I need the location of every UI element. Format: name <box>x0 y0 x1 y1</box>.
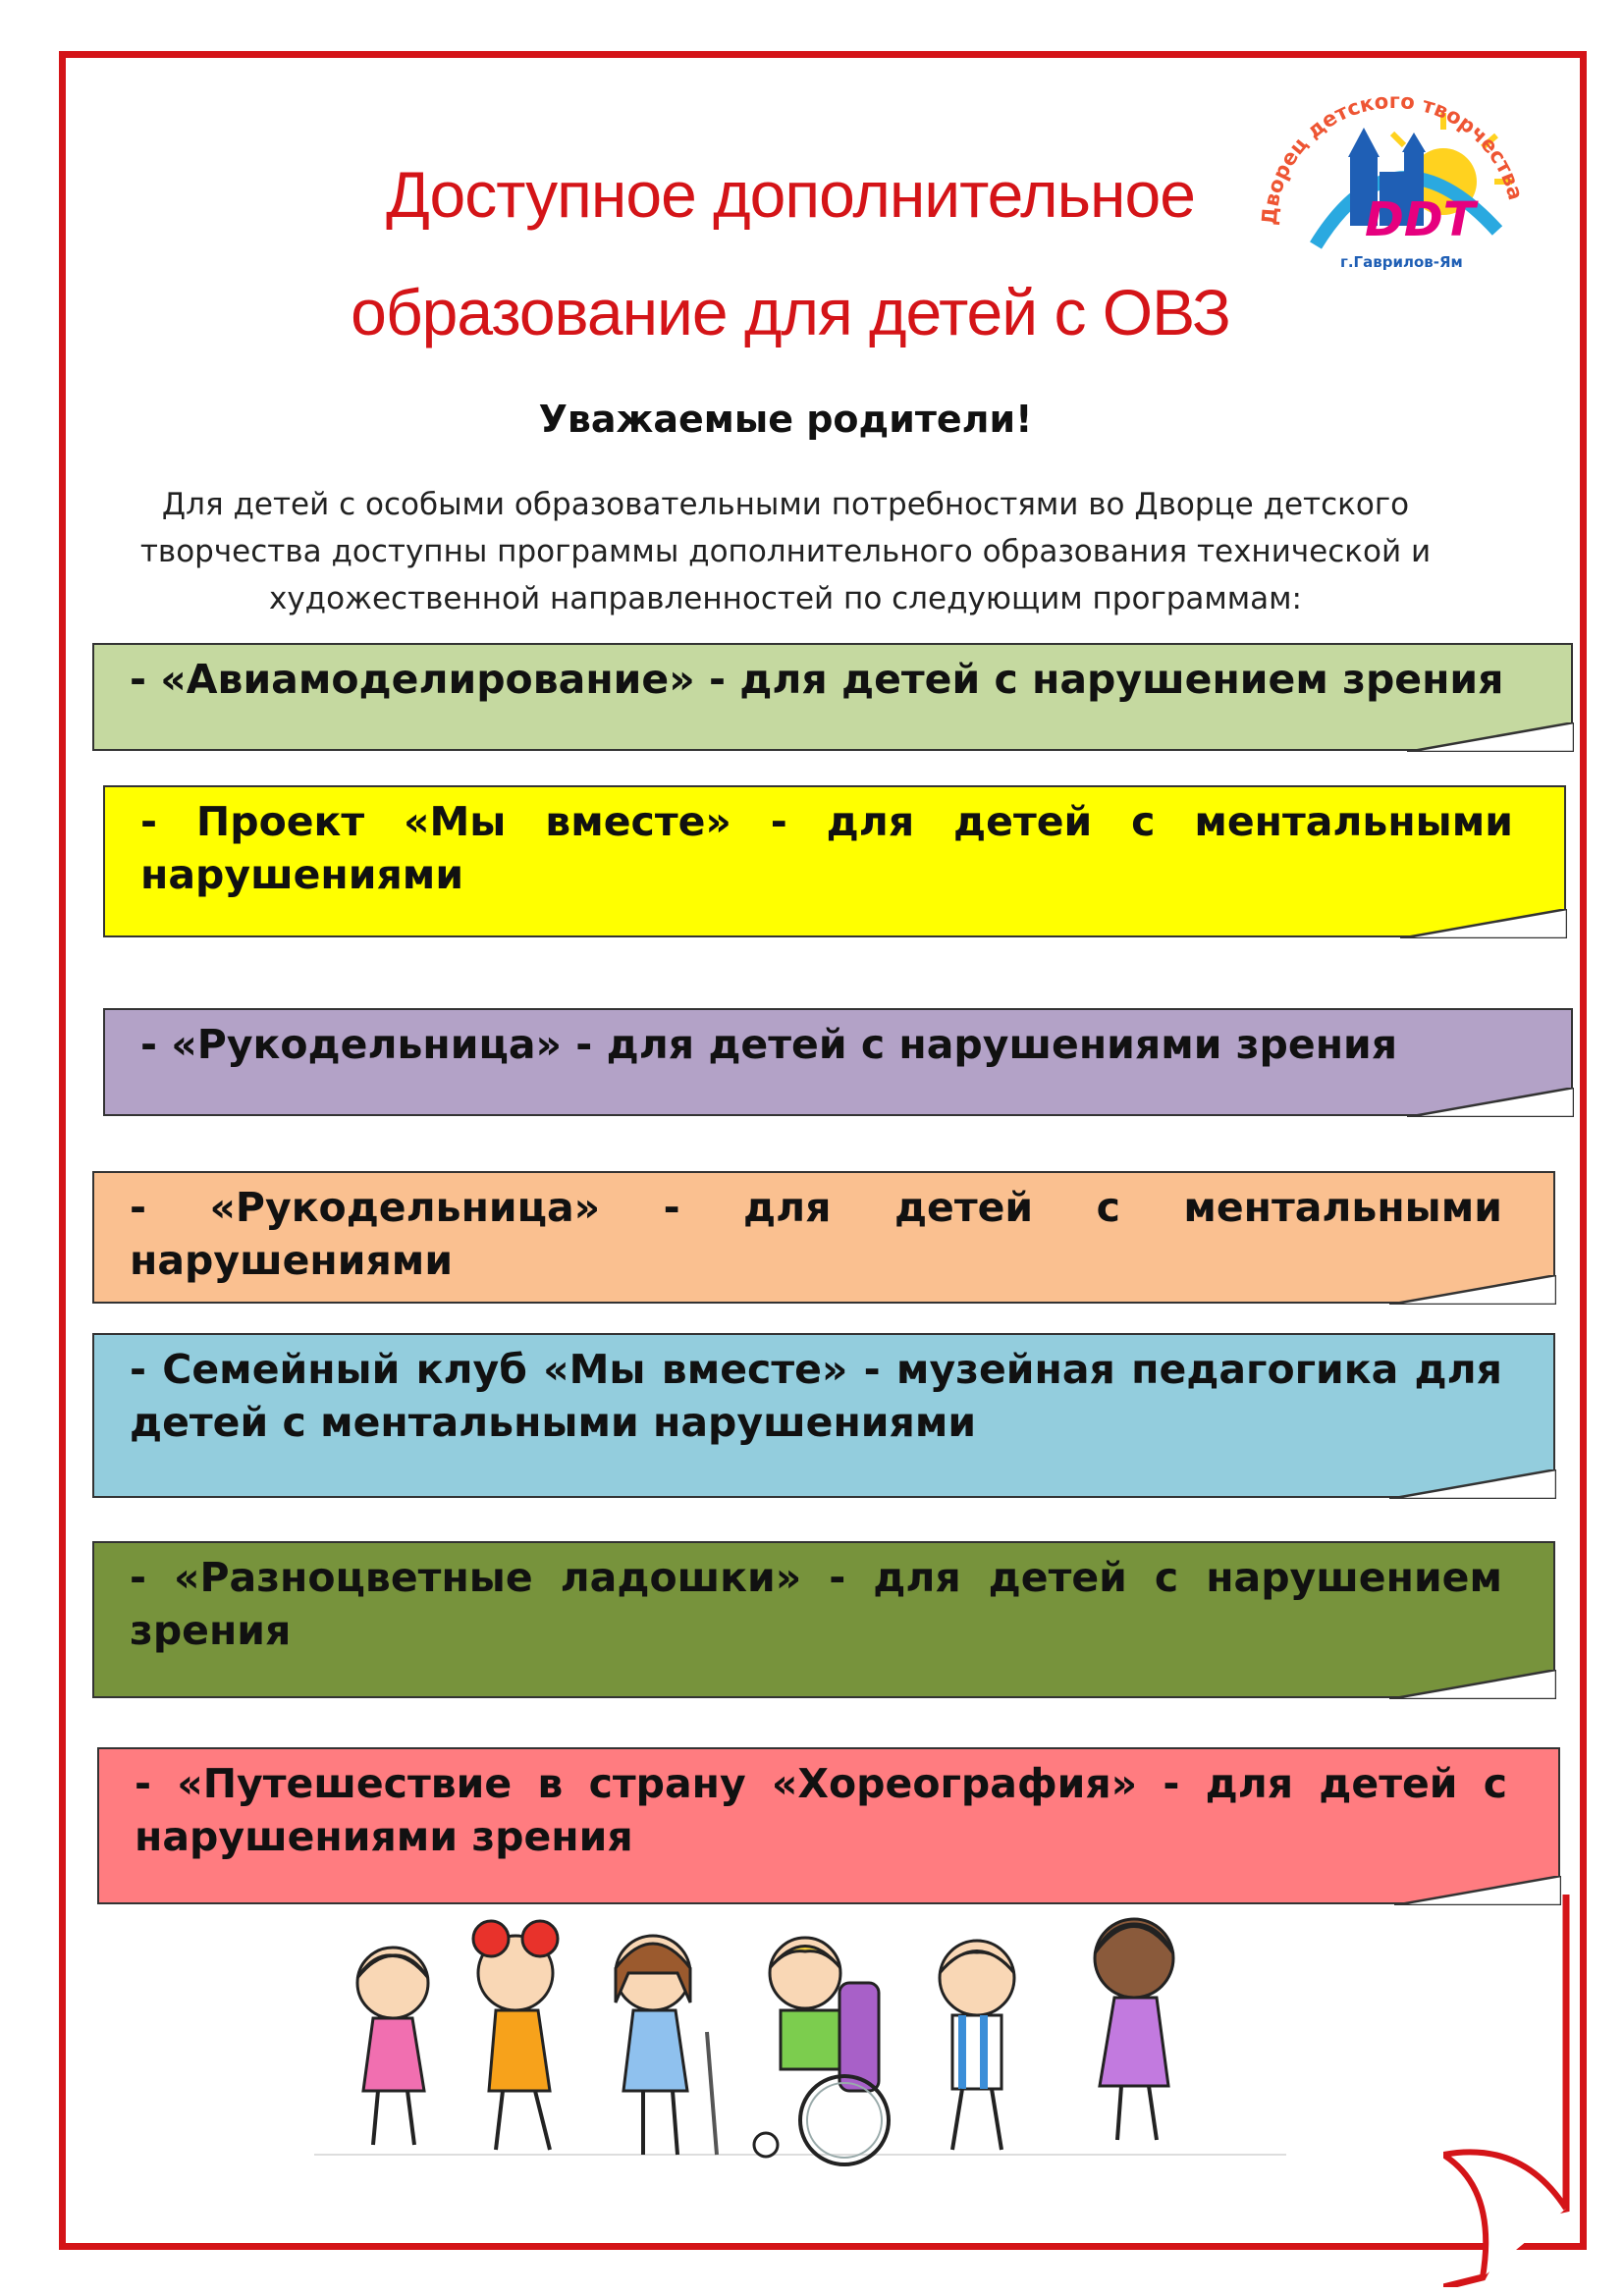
folded-corner <box>1389 1469 1556 1499</box>
folded-corner <box>1407 722 1574 752</box>
child-figure <box>1095 1919 1173 2140</box>
program-box-choreography <box>97 1747 1560 1904</box>
folded-corner <box>1389 1275 1556 1305</box>
program-text: - «Рукодельница» - для детей с ментальными нарушениями <box>130 1184 1502 1284</box>
program-text: - «Авиамоделирование» - для детей с нарушением зрения <box>130 656 1504 703</box>
program-text: - Семейный клуб «Мы вместе» - музейная педагогика для детей с ментальными нарушениями <box>130 1346 1502 1446</box>
program-box-raznotsvetnye-ladoshki <box>92 1541 1555 1698</box>
program-text: - «Разноцветные ладошки» - для детей с нарушением зрения <box>130 1554 1502 1654</box>
program-text: - «Рукодельница» - для детей с нарушениями зрения <box>140 1021 1398 1068</box>
program-box-rukodelnitsa-vision <box>103 1008 1573 1116</box>
logo-mark: DDT <box>1365 192 1476 247</box>
program-box-family-club <box>92 1333 1555 1498</box>
child-figure <box>616 1936 717 2155</box>
program-box-rukodelnitsa-mental <box>92 1171 1555 1304</box>
page-curl <box>1443 1895 1581 2287</box>
folded-corner <box>1400 909 1567 938</box>
intro-paragraph: Для детей с особыми образовательными потребностями во Дворце детского творчества доступны программы дополнительного образования технической и художественной направленностей по следующим программам: <box>139 487 1432 616</box>
child-figure <box>473 1921 558 2150</box>
child-figure <box>357 1948 428 2145</box>
folded-corner <box>1407 1088 1574 1117</box>
child-figure <box>940 1941 1014 2150</box>
program-box-aviamodeling <box>92 643 1573 751</box>
logo-arc-text: Дворец детского творчества <box>1257 88 1528 227</box>
program-text: - «Путешествие в страну «Хореография» - для детей с нарушениями зрения <box>135 1760 1507 1860</box>
children-illustration <box>314 1904 1286 2169</box>
ddt-logo <box>1247 59 1542 285</box>
program-box-my-vmeste <box>103 785 1566 937</box>
child-figure <box>754 1938 889 2164</box>
folded-corner <box>1394 1876 1561 1905</box>
logo-city: г.Гаврилов-Ям <box>1340 253 1463 271</box>
greeting: Уважаемые родители! <box>538 398 1033 441</box>
program-text: - Проект «Мы вместе» - для детей с ментальными нарушениями <box>140 798 1513 898</box>
folded-corner <box>1389 1670 1556 1699</box>
page-title-line2: образование для детей с ОВЗ <box>351 276 1230 348</box>
page-title-line1: Доступное дополнительное <box>386 158 1195 231</box>
